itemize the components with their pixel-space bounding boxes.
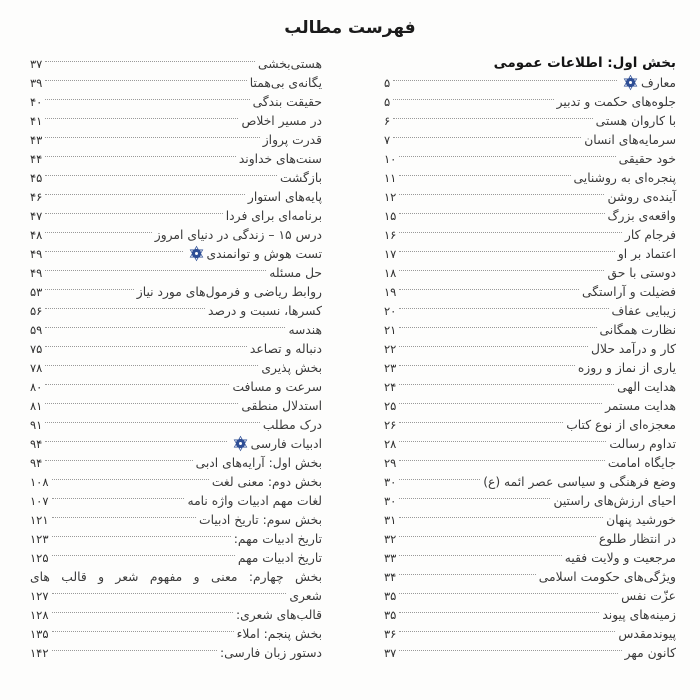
entry-title: احیای ارزش‌های راستین bbox=[553, 493, 676, 508]
page-number: ۲۹ bbox=[384, 455, 397, 470]
entry-title: سنت‌های خداوند bbox=[238, 151, 322, 166]
toc-entry bbox=[30, 54, 322, 73]
page-number: ۳۰ bbox=[384, 474, 397, 489]
dot-leader bbox=[45, 118, 238, 119]
star-ornament-icon bbox=[232, 435, 249, 452]
toc-entry bbox=[384, 624, 676, 643]
dot-leader bbox=[399, 460, 605, 461]
toc-entry bbox=[384, 453, 676, 472]
dot-leader bbox=[52, 498, 185, 499]
dot-leader bbox=[399, 213, 604, 214]
entry-title: جایگاه امامت bbox=[607, 455, 676, 470]
dot-leader bbox=[52, 593, 287, 594]
page-number: ۳۱ bbox=[384, 512, 397, 527]
dot-leader bbox=[45, 251, 182, 252]
toc-entry bbox=[30, 396, 322, 415]
dot-leader bbox=[399, 308, 608, 309]
toc-entry bbox=[30, 377, 322, 396]
page-number: ۱۲۸ bbox=[30, 607, 49, 622]
toc-entry bbox=[30, 567, 322, 586]
entry-title: تداوم رسالت bbox=[609, 436, 676, 451]
entry-title: قدرت پرواز bbox=[262, 132, 322, 147]
page-number: ۸۱ bbox=[30, 398, 43, 413]
dot-leader bbox=[399, 555, 561, 556]
entry-title: لغات مهم ادبیات واژه نامه bbox=[187, 493, 322, 508]
dot-leader bbox=[399, 289, 579, 290]
toc-entry bbox=[384, 605, 676, 624]
entry-title: کار و درآمد حلال bbox=[591, 341, 676, 356]
dot-leader bbox=[52, 536, 231, 537]
dot-leader bbox=[393, 80, 617, 81]
page-number: ۴۱ bbox=[30, 113, 43, 128]
page-number: ۱۲۱ bbox=[30, 512, 49, 527]
dot-leader bbox=[399, 479, 480, 480]
toc-entry bbox=[384, 92, 676, 111]
toc-entry bbox=[384, 168, 676, 187]
dot-leader bbox=[45, 441, 226, 442]
entry-title: درس ۱۵ – زندگی در دنیای امروز bbox=[154, 227, 322, 242]
toc-entry bbox=[30, 187, 322, 206]
page-number: ۵۳ bbox=[30, 284, 43, 299]
page-number: ۴۴ bbox=[30, 151, 43, 166]
entry-title: مرجعیت و ولایت فقیه bbox=[564, 550, 676, 565]
toc-entry bbox=[30, 510, 322, 529]
toc-entry bbox=[384, 187, 676, 206]
entry-title: پنجره‌ای به روشنایی bbox=[573, 170, 676, 185]
dot-leader bbox=[399, 270, 604, 271]
toc-entry bbox=[30, 358, 322, 377]
toc-entry bbox=[30, 301, 322, 320]
toc-entry bbox=[30, 73, 322, 92]
dot-leader bbox=[399, 156, 615, 157]
entry-title: نظارت همگانی bbox=[599, 322, 676, 337]
dot-leader bbox=[393, 137, 581, 138]
page-title: فهرست مطالب bbox=[284, 18, 416, 38]
page-number: ۲۸ bbox=[384, 436, 397, 451]
entry-title: یاری از نماز و روزه bbox=[577, 360, 676, 375]
dot-leader bbox=[45, 175, 277, 176]
page-number: ۱۲۳ bbox=[30, 531, 49, 546]
page-number: ۱۷ bbox=[384, 246, 397, 261]
page-number: ۲۵ bbox=[384, 398, 397, 413]
toc-entry bbox=[384, 586, 676, 605]
dot-leader bbox=[45, 384, 229, 385]
entry-title: زمینه‌های پیوند bbox=[602, 607, 676, 622]
toc-entry bbox=[384, 396, 676, 415]
dot-leader bbox=[45, 346, 247, 347]
dot-leader bbox=[45, 137, 259, 138]
dot-leader bbox=[45, 61, 255, 62]
dot-leader bbox=[399, 517, 603, 518]
page-number: ۳۰ bbox=[384, 493, 397, 508]
page-number: ۵۶ bbox=[30, 303, 43, 318]
page-number: ۲۲ bbox=[384, 341, 397, 356]
page-number: ۴۹ bbox=[30, 246, 43, 261]
entry-title: جلوه‌های حکمت و تدبیر bbox=[556, 94, 676, 109]
entry-title: در انتظار طلوع bbox=[598, 531, 676, 546]
toc-entry bbox=[30, 548, 322, 567]
entry-title: هدایت الهی bbox=[617, 379, 676, 394]
page-number: ۱۲۷ bbox=[30, 588, 49, 603]
toc-entry bbox=[30, 339, 322, 358]
toc-entry bbox=[30, 529, 322, 548]
dot-leader bbox=[399, 498, 550, 499]
page-number: ۱۵ bbox=[384, 208, 397, 223]
toc-entry bbox=[30, 472, 322, 491]
page-number: ۴۳ bbox=[30, 132, 43, 147]
toc-entry bbox=[384, 415, 676, 434]
dot-leader bbox=[52, 517, 196, 518]
dot-leader bbox=[399, 384, 614, 385]
entry-title: بخش سوم: تاریخ ادبیات bbox=[199, 512, 322, 527]
toc-entry bbox=[30, 453, 322, 472]
page-number: ۱۲ bbox=[384, 189, 397, 204]
dot-leader bbox=[393, 99, 553, 100]
toc-entry bbox=[384, 263, 676, 282]
toc-columns bbox=[0, 54, 700, 662]
dot-leader bbox=[45, 194, 245, 195]
entry-title: اعتماد بر او bbox=[617, 246, 676, 261]
toc-entry bbox=[384, 149, 676, 168]
page-number: ۲۳ bbox=[384, 360, 397, 375]
dot-leader bbox=[399, 574, 535, 575]
dot-leader bbox=[399, 327, 596, 328]
entry-title: بخش اول: آرایه‌های ادبی bbox=[195, 455, 322, 470]
dot-leader bbox=[399, 365, 575, 366]
entry-title: فضیلت و آراستگی bbox=[582, 284, 676, 299]
dot-leader bbox=[399, 175, 570, 176]
dot-leader bbox=[52, 479, 209, 480]
page-number: ۱۲۵ bbox=[30, 550, 49, 565]
entry-title: خود حقیقی bbox=[618, 151, 676, 166]
dot-leader bbox=[45, 213, 222, 214]
entry-title: بخش چهارم: معنی و مفهوم شعر و قالب های bbox=[30, 569, 322, 584]
toc-entry bbox=[30, 491, 322, 510]
page-number: ۱۱ bbox=[384, 170, 397, 185]
dot-leader bbox=[399, 631, 615, 632]
toc-entry bbox=[384, 130, 676, 149]
toc-entry bbox=[30, 415, 322, 434]
entry-title: معارف bbox=[641, 75, 676, 90]
page-number: ۳۷ bbox=[384, 645, 397, 660]
entry-title: کانون مهر bbox=[624, 645, 676, 660]
dot-leader bbox=[399, 536, 596, 537]
toc-entry bbox=[30, 263, 322, 282]
toc-entry bbox=[30, 643, 322, 662]
entry-title: فرجام کار bbox=[624, 227, 676, 242]
entry-title: درک مطلب bbox=[262, 417, 322, 432]
entry-title: هندسه bbox=[288, 322, 322, 337]
entry-title: قالب‌های شعری: bbox=[235, 607, 322, 622]
page-number: ۴۵ bbox=[30, 170, 43, 185]
toc-entry bbox=[384, 567, 676, 586]
page-number: ۸۰ bbox=[30, 379, 43, 394]
toc-entry bbox=[30, 320, 322, 339]
dot-leader bbox=[45, 270, 266, 271]
entry-title: یگانه‌ی بی‌همتا bbox=[249, 75, 322, 90]
entry-title: تاریخ ادبیات مهم bbox=[237, 550, 322, 565]
toc-entry bbox=[384, 529, 676, 548]
toc-entry bbox=[384, 548, 676, 567]
toc-entry bbox=[30, 168, 322, 187]
entry-title: بخش پذیری bbox=[261, 360, 322, 375]
dot-leader bbox=[45, 99, 249, 100]
entry-title: برنامه‌ای برای فردا bbox=[225, 208, 322, 223]
page-number: ۴۹ bbox=[30, 265, 43, 280]
entry-title: زیبایی عفاف bbox=[611, 303, 676, 318]
dot-leader bbox=[399, 441, 606, 442]
page-number: ۲۱ bbox=[384, 322, 397, 337]
entry-title: بخش دوم: معنی لغت bbox=[211, 474, 322, 489]
entry-title: واقعه‌ی بزرگ bbox=[607, 208, 676, 223]
entry-title: حل مسئله bbox=[269, 265, 322, 280]
page-number: ۱۰ bbox=[384, 151, 397, 166]
entry-title: استدلال منطقی bbox=[241, 398, 322, 413]
toc-entry bbox=[384, 73, 676, 92]
dot-leader bbox=[45, 308, 205, 309]
dot-leader bbox=[45, 327, 285, 328]
entry-title: هستی‌بخشی bbox=[258, 56, 322, 71]
entry-title: ویژگی‌های حکومت اسلامی bbox=[538, 569, 676, 584]
page-number: ۲۰ bbox=[384, 303, 397, 318]
page-number: ۳۶ bbox=[384, 626, 397, 641]
page-number: ۷ bbox=[384, 132, 391, 147]
toc-entry bbox=[384, 225, 676, 244]
dot-leader bbox=[45, 80, 246, 81]
toc-entry bbox=[384, 339, 676, 358]
dot-leader bbox=[399, 403, 602, 404]
page-number: ۹۱ bbox=[30, 417, 43, 432]
dot-leader bbox=[45, 422, 259, 423]
entry-title: روابط ریاضی و فرمول‌های مورد نیاز bbox=[136, 284, 322, 299]
page-number: ۱۴۲ bbox=[30, 645, 49, 660]
toc-entry bbox=[384, 358, 676, 377]
toc-entry bbox=[30, 434, 322, 453]
toc-entry bbox=[30, 624, 322, 643]
entry-title: دنباله و تصاعد bbox=[249, 341, 322, 356]
page-number: ۱۰۷ bbox=[30, 493, 49, 508]
entry-title: کسرها، نسبت و درصد bbox=[208, 303, 322, 318]
page-number: ۳۵ bbox=[384, 588, 397, 603]
page-number: ۲۴ bbox=[384, 379, 397, 394]
dot-leader bbox=[45, 403, 238, 404]
entry-title: دستور زبان فارسی: bbox=[220, 645, 322, 660]
entry-title: سرمایه‌های انسان bbox=[584, 132, 676, 147]
page-number: ۱۳۵ bbox=[30, 626, 49, 641]
page-number: ۴۷ bbox=[30, 208, 43, 223]
toc-entry bbox=[30, 92, 322, 111]
page-number: ۳۵ bbox=[384, 607, 397, 622]
entry-title: هدایت مستمر bbox=[605, 398, 676, 413]
entry-title: ادبیات فارسی bbox=[250, 436, 322, 451]
dot-leader bbox=[45, 365, 258, 366]
page-number: ۱۰۸ bbox=[30, 474, 49, 489]
toc-entry bbox=[384, 643, 676, 662]
toc-entry bbox=[30, 130, 322, 149]
dot-leader bbox=[393, 118, 592, 119]
dot-leader bbox=[399, 194, 604, 195]
page-number: ۱۸ bbox=[384, 265, 397, 280]
dot-leader bbox=[399, 422, 563, 423]
page-number: ۹۴ bbox=[30, 436, 43, 451]
toc-entry bbox=[384, 301, 676, 320]
dot-leader bbox=[52, 555, 235, 556]
entry-title: با کاروان هستی bbox=[595, 113, 676, 128]
dot-leader bbox=[399, 232, 622, 233]
toc-entry bbox=[384, 377, 676, 396]
toc-entry bbox=[30, 206, 322, 225]
toc-entry bbox=[30, 244, 322, 263]
toc-entry bbox=[30, 149, 322, 168]
dot-leader bbox=[45, 460, 192, 461]
toc-entry bbox=[384, 206, 676, 225]
entry-title: آینده‌ی روشن bbox=[607, 189, 676, 204]
toc-column-left bbox=[30, 54, 322, 662]
entry-title: شعری bbox=[289, 588, 322, 603]
toc-entry bbox=[30, 111, 322, 130]
page-number: ۲۶ bbox=[384, 417, 397, 432]
page-number: ۷۵ bbox=[30, 341, 43, 356]
toc-column-right bbox=[384, 54, 676, 662]
dot-leader bbox=[399, 650, 621, 651]
page-number: ۹۴ bbox=[30, 455, 43, 470]
entry-title: تاریخ ادبیات مهم: bbox=[233, 531, 322, 546]
page-number: ۴۶ bbox=[30, 189, 43, 204]
dot-leader bbox=[52, 612, 233, 613]
entry-title: معجزه‌ای از نوع کتاب bbox=[566, 417, 676, 432]
page-number: ۵ bbox=[384, 75, 391, 90]
star-ornament-icon bbox=[188, 245, 205, 262]
toc-entry bbox=[384, 320, 676, 339]
toc-entry bbox=[384, 244, 676, 263]
page-number: ۶ bbox=[384, 113, 391, 128]
toc-entry-list-right bbox=[384, 73, 676, 662]
entry-title: پیوندمقدس bbox=[618, 626, 676, 641]
toc-entry bbox=[384, 472, 676, 491]
page-number: ۵ bbox=[384, 94, 391, 109]
toc-entry bbox=[30, 225, 322, 244]
entry-title: عزّت نفس bbox=[621, 588, 676, 603]
page-number: ۳۲ bbox=[384, 531, 397, 546]
page-number: ۷۸ bbox=[30, 360, 43, 375]
page-number: ۳۹ bbox=[30, 75, 43, 90]
page-number: ۴۰ bbox=[30, 94, 43, 109]
entry-title: سرعت و مسافت bbox=[232, 379, 322, 394]
toc-entry bbox=[30, 586, 322, 605]
toc-entry bbox=[384, 510, 676, 529]
dot-leader bbox=[399, 346, 588, 347]
toc-entry bbox=[384, 111, 676, 130]
toc-entry bbox=[384, 434, 676, 453]
page-number: ۴۸ bbox=[30, 227, 43, 242]
dot-leader bbox=[45, 232, 151, 233]
dot-leader bbox=[399, 593, 618, 594]
toc-entry bbox=[384, 491, 676, 510]
page-number: ۳۷ bbox=[30, 56, 43, 71]
entry-title: بازگشت bbox=[279, 170, 322, 185]
dot-leader bbox=[52, 631, 234, 632]
entry-title: دوستی با حق bbox=[607, 265, 676, 280]
dot-leader bbox=[45, 156, 235, 157]
entry-title: در مسیر اخلاص bbox=[241, 113, 322, 128]
entry-title: پایه‌های استوار bbox=[247, 189, 322, 204]
dot-leader bbox=[52, 650, 217, 651]
toc-entry bbox=[384, 282, 676, 301]
entry-title: تست هوش و توانمندی bbox=[206, 246, 322, 261]
entry-title: حقیقت بندگی bbox=[252, 94, 322, 109]
entry-title: بخش پنجم: املاء bbox=[236, 626, 322, 641]
dot-leader bbox=[45, 289, 133, 290]
dot-leader bbox=[399, 251, 614, 252]
toc-entry-list-left bbox=[30, 54, 322, 662]
toc-entry bbox=[30, 605, 322, 624]
page-number: ۱۹ bbox=[384, 284, 397, 299]
section-header: بخش اول: اطلاعات عمومی bbox=[493, 55, 676, 71]
page-number: ۵۹ bbox=[30, 322, 43, 337]
page-number: ۱۶ bbox=[384, 227, 397, 242]
star-ornament-icon bbox=[622, 74, 639, 91]
page-number: ۳۳ bbox=[384, 550, 397, 565]
entry-title: خورشید پنهان bbox=[606, 512, 676, 527]
entry-title: وضع فرهنگی و سیاسی عصر ائمه (ع) bbox=[483, 474, 676, 489]
page-number: ۳۴ bbox=[384, 569, 397, 584]
dot-leader bbox=[399, 612, 599, 613]
toc-entry bbox=[30, 282, 322, 301]
